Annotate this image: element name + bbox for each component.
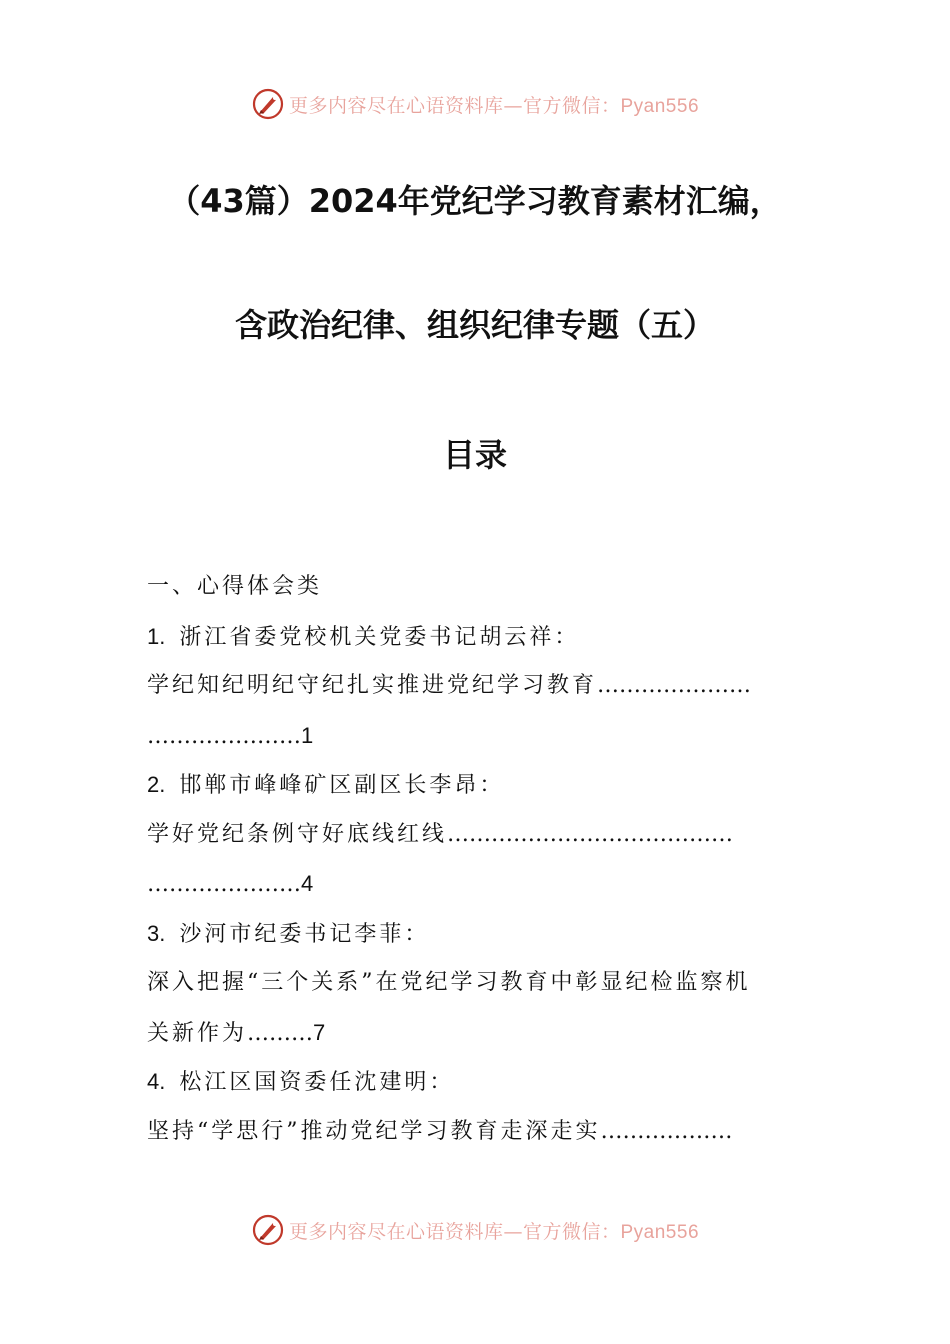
banner-text [289, 1217, 699, 1244]
toc-item-author [147, 1057, 807, 1107]
toc-item-title-text: 坚持“学思行”推动党纪学习教育走深走实 [147, 1118, 601, 1144]
toc-heading: 目录 [442, 436, 507, 474]
header-banner [0, 84, 950, 124]
banner-wechat-label: 官方微信： [522, 1220, 621, 1243]
toc-page-number: 1 [301, 722, 314, 748]
toc-leader-dots: ……………… [600, 1118, 733, 1144]
footer-banner [0, 1210, 950, 1250]
toc-item-number: 1. [147, 623, 166, 649]
document-title-line-1: （43篇）2024年党纪学习教育素材汇编， [168, 182, 782, 220]
toc-item-title-continuation: 关新作为 [147, 1020, 248, 1046]
toc-item-author [147, 760, 807, 810]
toc-leader-dots: ………………… [597, 673, 752, 698]
toc-item-author-text: 松江区国资委任沈建明： [179, 1070, 455, 1095]
banner-wechat-id: Pyan556 [620, 1221, 700, 1243]
toc-leader-dots: ……… [247, 1020, 314, 1046]
toc-item-author-text: 沙河市纪委书记李菲： [179, 921, 430, 947]
toc-item-title-text: 学好党纪条例守好底线红线 [147, 821, 448, 847]
banner-dash: — [503, 94, 523, 117]
toc-item-page-line [147, 711, 807, 761]
banner-text [289, 91, 699, 118]
toc-item-page-line [147, 1008, 807, 1058]
toc-item-title-text: 深入把握“三个关系”在党纪学习教育中彰显纪检监察机 [147, 970, 751, 995]
toc-item-title [147, 958, 807, 1008]
toc-item-title [147, 661, 807, 711]
table-of-contents [147, 562, 807, 1156]
toc-leader-dots: ………………… [147, 872, 301, 897]
pen-circle-logo-icon [251, 87, 285, 121]
toc-item-author [147, 909, 807, 959]
banner-site-name: 更多内容尽在心语资料库 [288, 1220, 504, 1243]
toc-leader-dots: ………………… [147, 723, 301, 749]
banner-wechat-label: 官方微信： [522, 94, 621, 117]
toc-section-heading: 一、心得体会类 [147, 574, 323, 599]
toc-page-number: 7 [313, 1019, 326, 1045]
banner-wechat-id: Pyan556 [620, 95, 700, 117]
toc-item-title [147, 1107, 807, 1157]
toc-item-author-text: 浙江省委党校机关党委书记胡云祥： [179, 624, 580, 650]
pen-circle-logo-icon [251, 1213, 285, 1247]
toc-page-number: 4 [301, 871, 314, 896]
banner-dash: — [503, 1220, 523, 1243]
toc-item-number: 3. [147, 920, 166, 946]
toc-item-title [147, 810, 807, 860]
toc-item-title-text: 学纪知纪明纪守纪扎实推进党纪学习教育 [147, 673, 598, 698]
toc-item-page-line [147, 859, 807, 909]
document-title-line-2: 含政治纪律、组织纪律专题（五） [234, 306, 715, 344]
toc-leader-dots: ………………………………… [447, 821, 734, 847]
banner-site-name: 更多内容尽在心语资料库 [288, 94, 504, 117]
toc-item-author [147, 612, 807, 662]
toc-item-number: 4. [147, 1069, 166, 1094]
toc-item-author-text: 邯郸市峰峰矿区副区长李昂： [179, 773, 505, 798]
toc-item-number: 2. [147, 772, 166, 797]
